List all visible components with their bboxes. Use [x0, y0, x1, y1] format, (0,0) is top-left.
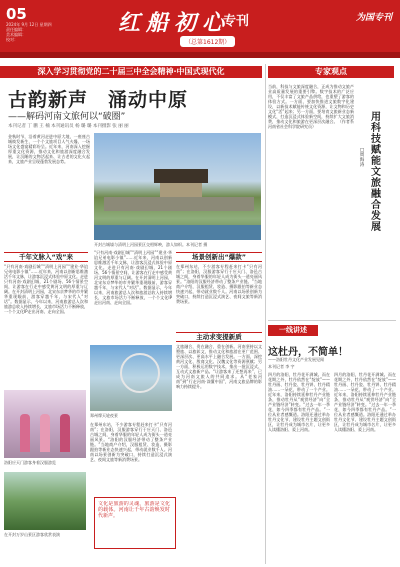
article-lead: 金秋时节，沿着黄河走进中原大地，一座座古城焕发新生，一个个文旅项目人气火爆，一场场文化盛宴精彩纷呈。近年来，河南深入挖掘厚重文化资源，推动文化和旅游深度融合发展，让沉睡的文物活起来、让古老的文化火起来，文旅产业呈现蓬勃发展态势。	[8, 134, 90, 164]
main-photo-ancient-city	[94, 133, 261, 240]
issue-number: （总第1612期）	[180, 36, 235, 47]
page-number: 05	[6, 5, 27, 23]
opinion-subtitle: ——洛阳牡丹文化产业发展见闻	[268, 357, 324, 362]
masthead-meta	[6, 22, 66, 42]
section1-text: “只有河南·戏剧幻城”“清明上河园”“建业·华谊兄弟电影小镇”……近年来，河南以创新思维激活千年文脉，让游客沉浸式体验中原文化。走进只有河南·戏剧幻城，21个剧场、56个情景空间，让游客在行走中感受黄河文明的厚重与辽阔。在开封清明上河园，北宋东京梦华的市井繁华重现眼前，游客穿越千年，与宋代人“对话”。数据显示，今年以来，河南旅游总人次和旅游总收入持续增长，文旅市场活力不断释放，一个个文化IP走出河南、走向全国。	[4, 264, 88, 314]
section3-text: 文旅融合，贵在融合，重在创新。河南坚持以文塑旅、以旅彰文，推动文化和旅游在更广范围、更深层次、更高水平上融合发展。一方面，深挖黄河文化、殷商文化、汉魏文化等资源禀赋；另一方面，积极运用数字技术，推出一批沉浸式、互动式文旅新产品。“让游客来了还想再来”，已成为河南文旅人的共同追求。从“老家河南”到“行走河南·读懂中国”，河南文旅品牌的影响力持续提升。	[176, 344, 262, 389]
photo-hanfu-visitors	[4, 390, 86, 458]
commentary-author: □ 周海涛	[359, 148, 365, 168]
topic-banner: 深入学习贯彻党的二十届三中全会精神·中国式现代化	[0, 66, 262, 78]
pull-quote-box	[94, 497, 176, 549]
opinion-byline: 本刊记者 李 宇	[268, 364, 295, 369]
section1-heading: 千年文脉入“戏”来	[4, 252, 88, 262]
photo-ferris-wheel	[90, 345, 172, 411]
column-divider	[265, 64, 266, 564]
photo3-caption: 在开封万岁山景区游客欣赏表演	[4, 532, 60, 537]
city-wall-icon	[104, 197, 254, 211]
newspaper-logo: 为国专刊	[355, 13, 392, 23]
section2-heading: 场景创新出“爆款”	[176, 252, 262, 262]
meta-line: 2024年 9月 12日 星期四	[6, 22, 52, 27]
commentary-text: 当前，科技与文旅深度融合，正成为推动文旅产业高质量发展的重要引擎。数字技术的广泛应用，不仅丰富了文旅产品供给，也重塑了游客的体验方式。一方面，要加快推进文旅数字化建设，以新技术赋能传统文化资源，让文物和历史文化“活”起来；另一方面，要培育文旅新业态新模式，打造沉浸式体验新空间，持续扩大文旅消费，推动文化和旅游在更深层次融合。（作者系河南省社会科学院研究员）	[268, 84, 354, 129]
meta-line: 责任编辑：	[6, 27, 26, 32]
meta-line: 美术编辑：	[6, 32, 26, 37]
opinion-text-col1: 四月的洛阳，牡丹花开满城。而在花期之外，牡丹依然在“绽放”——牡丹画、牡丹瓷、牡丹饼、牡丹精油……一朵花，带动了一个产业。近年来，洛阳持续延伸牡丹产业链条，推动牡丹从“观赏经济”向“全产业链经济”转变。“过去一年一季花，如今四季都有牡丹产品。”一位从业者感慨道。洛阳还通过举办牡丹文化节、建设牡丹主题文创街区，让牡丹成为城市名片，让更多人读懂洛阳、爱上河南。	[268, 372, 330, 432]
article-body-col3: 在郑州东站，不少游客专程赶来打卡“只有河南”；在洛阳，汉服游客穿行于应天门、洛邑古城之间，身着华服的年轻人成为街头一道亮丽风景。“洛阳的汉服经济带动了整条产业链。”当地商户介绍，汉服租赁、妆造、摄影跟拍等新业态快速兴起，带动就业数千人。河南以场景创新为突破口，持续打造沉浸式演艺、夜间文旅等新消费场景。	[90, 422, 172, 462]
tower-roof-icon	[154, 169, 208, 183]
masthead	[0, 0, 400, 58]
visitor-figure-icon	[60, 414, 70, 452]
article-byline: 本刊记者 丁 鹏 王 楠 本刊通讯员 杨 璐 璐 本刊摄影 张 丽 丽	[8, 124, 129, 129]
opinion-head: 一线讲述	[268, 325, 318, 336]
photo4-caption: 郑州摩天轮夜景	[90, 413, 118, 418]
section2-text: 在郑州东站，不少游客专程赶来打卡“只有河南”；在洛阳，汉服游客穿行于应天门、洛邑古城之间，身着华服的年轻人成为街头一道亮丽风景。“洛阳的汉服经济带动了整条产业链。”当地商户介绍，汉服租赁、妆造、摄影跟拍等新业态快速兴起，带动就业数千人。河南以场景创新为突破口，持续打造沉浸式演艺、夜间文旅等新消费场景。	[176, 264, 262, 304]
photo-performance	[4, 472, 86, 530]
main-photo-caption: 开封古城墙与清明上河园景区交相辉映，游人如织。本刊记者 摄	[94, 242, 208, 247]
opinion-text-col2: 四月的洛阳，牡丹花开满城。而在花期之外，牡丹依然在“绽放”——牡丹画、牡丹瓷、牡丹饼、牡丹精油……一朵花，带动了一个产业。近年来，洛阳持续延伸牡丹产业链条，推动牡丹从“观赏经济”向“全产业链经济”转变。“过去一年一季花，如今四季都有牡丹产品。”一位从业者感慨道。洛阳还通过举办牡丹文化节、建设牡丹主题文创街区，让牡丹成为城市名片，让更多人读懂洛阳、爱上河南。	[334, 372, 396, 432]
brand-title: 红船初心	[118, 10, 231, 36]
header-wave-decoration	[0, 52, 400, 58]
photo2-caption: 洛阳应天门游客身着汉服游览	[4, 460, 56, 465]
opinion-title: 这杜丹，不简单！	[268, 347, 348, 358]
section3-heading: 主动求变提新质	[176, 332, 262, 342]
commentary-head: 专家观点	[268, 66, 394, 78]
article-title: 古韵新声 涌动中原	[8, 89, 189, 111]
article-subtitle: ——解码河南文旅何以“破圈”	[8, 112, 126, 122]
meta-line: 校对：	[6, 37, 18, 42]
pull-quote: 文化是旅游的灵魂，旅游是文化的载体。河南让千年古韵焕发时代新声。	[98, 501, 170, 519]
article-body-col2: “只有河南·戏剧幻城”“清明上河园”“建业·华谊兄弟电影小镇”……近年来，河南以创新思维激活千年文脉，让游客沉浸式体验中原文化。走进只有河南·戏剧幻城，21个剧场、56个情景空间，让游客在行走中感受黄河文明的厚重与辽阔。在开封清明上河园，北宋东京梦华的市井繁华重现眼前，游客穿越千年，与宋代人“对话”。数据显示，今年以来，河南旅游总人次和旅游总收入持续增长，文旅市场活力不断释放，一个个文化IP走出河南、走向全国。	[94, 250, 172, 305]
river-icon	[94, 225, 261, 240]
commentary-title: 用科技赋能文旅融合发展	[371, 112, 381, 233]
visitor-figure-icon	[40, 414, 50, 452]
ferris-wheel-icon	[120, 353, 160, 393]
visitor-figure-icon	[20, 414, 30, 452]
column-name: 专刊	[223, 14, 250, 29]
section-divider	[268, 320, 396, 321]
